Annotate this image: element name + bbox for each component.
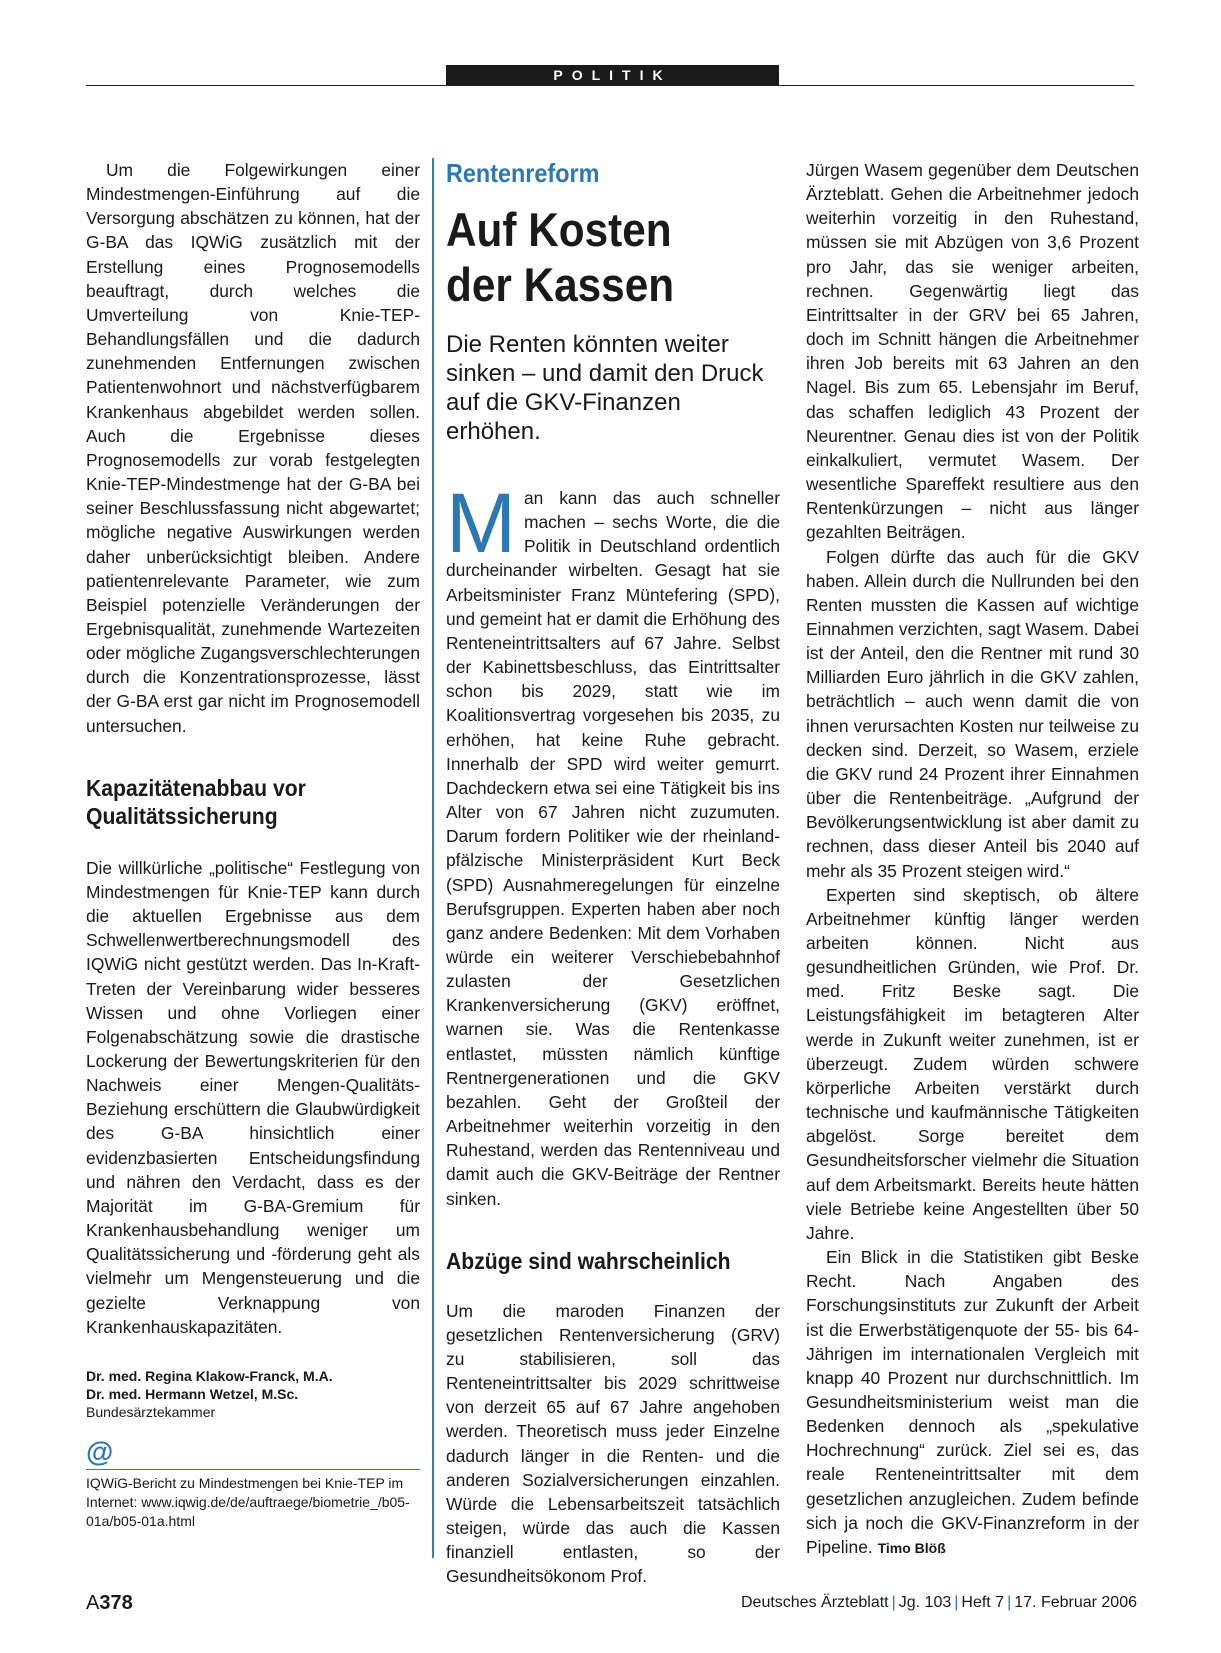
body-paragraph: Jürgen Wasem gegenüber dem Deutschen Ärzteblatt. Gehen die Arbeitnehmer jedoch weiterhin vorzeitig in den Ruhestand, müssen sie mit Abzügen von 3,6 Prozent pro Jahr, das sie weniger arbeiten, rechnen. Gegenwärtig liegt das Eintrittsalter in der GRV bei 65 Jahren, doch im Schnitt hängen die Arbeitnehmer ihren Job bereits mit 63 Jahren an den Nagel. Bis zum 65. Lebensjahr im Beruf, das schaffen lediglich 43 Prozent der Neurentner. Genau dies ist von der Politik einkalkuliert, vermutet Wasem. Der wesentliche Spareffekt resultiere aus den Rentenkürzungen – nicht aus länger gezahlten Beiträgen. bbox=[806, 160, 1139, 543]
at-sign-icon: @ bbox=[86, 1435, 114, 1467]
page-number-value: 378 bbox=[99, 1592, 133, 1614]
web-reference[interactable]: IQWiG-Bericht zu Mindestmengen bei Knie-TEP im Internet: www.iqwig.de/de/auftraege/biometrie_/b05-01a/b05-01a.html bbox=[86, 1474, 410, 1529]
body-paragraph: Folgen dürfte das auch für die GKV haben. Allein durch die Nullrunden bei den Renten mussten die Kassen auf wichtige Einnahmen verzichten, sagt Wasem. Dabei ist der Anteil, den die Rentner mit rund 30 Milliarden Euro jährlich in die GKV zahlen, beträchtlich – auch wenn damit die von ihnen verursachten Kosten nur teilweise zu decken sind. Derzeit, so Wasem, erziele die GKV rund 24 Prozent ihrer Einnahmen über die Rentenbeiträge. „Aufgrund der Bevölkerungsentwicklung ist aber damit zu rechnen, dass dieser Anteil bis 2040 auf mehr als 35 Prozent steigen wird.“ bbox=[806, 546, 1139, 881]
drop-cap: M bbox=[446, 476, 516, 570]
journal-name: Deutsches Ärzteblatt bbox=[740, 1594, 889, 1611]
article-deck: Die Renten könnten weiter sinken – und damit den Druck auf die GKV-Finanzen erhöhen. bbox=[446, 331, 764, 445]
body-paragraph: Um die maroden Finanzen der gesetzlichen Rentenversicherung (GRV) zu stabilisieren, soll das Renteneintrittsalter bis 2029 schrittweise von derzeit 65 auf 67 Jahre angehoben werden. Theoretisch muss jeder Einzelne dadurch länger in die Renten- und die anderen Sozialversicherungen einzahlen. Würde die Lebensarbeitszeit tatsächlich steigen, würde das auch die Kassen finanziell entlasten, so der Gesundheitsökonom Prof. bbox=[446, 1300, 780, 1587]
body-paragraph: an kann das auch schneller machen – sechs Worte, die die Politik in Deutschland ordentlich durcheinander wirbelten. Gesagt hat sie Arbeitsminister Franz Müntefering (SPD), und gemeint hat er damit die Erhöhung des Renteneintrittsalters auf 67 Jahre. Selbst der Kabinettsbeschluss, das Eintrittsalter schon bis 2029, statt wie im Koalitionsvertrag vorgesehen bis 2035, zu erhöhen, hat keine Ruhe gebracht. Innerhalb der SPD wird weiter gemurrt. Dachdeckern etwa sei eine Tätigkeit bis ins Alter von 67 Jahren nicht zuzumuten. Darum fordern Politiker wie der rheinland-pfälzische Ministerpräsident Kurt Beck (SPD) Ausnahmeregelungen für einzelne Berufsgruppen. Experten haben aber noch ganz andere Bedenken: Mit dem Vorhaben würde ein weiterer Verschiebebahnhof zulasten der Gesetzlichen Krankenversicherung (GKV) eröffnet, warnen sie. Was die Rentenkasse entlastet, müssten nämlich künftige Rentnergenerationen und die GKV bezahlen. Geht der Großteil der Arbeitnehmer weiterhin vorzeitig in den Ruhestand, werden das Rentenniveau und damit auch die GKV-Beiträge der Rentner sinken. bbox=[446, 488, 780, 1209]
article-headline: Auf Kosten der Kassen bbox=[446, 203, 675, 311]
footer-publication: Deutsches Ärzteblatt | Jg. 103 | Heft 7 | 17. Februar 2006 bbox=[740, 1594, 1137, 1611]
column-left bbox=[86, 158, 420, 1531]
link-divider bbox=[86, 1469, 420, 1470]
author-name: Dr. med. Hermann Wetzel, M.Sc. bbox=[86, 1385, 299, 1402]
journal-date: 17. Februar 2006 bbox=[1014, 1594, 1137, 1611]
paragraph-text: Ein Blick in die Statistiken gibt Beske Recht. Nach Angaben des Forschungsinstituts zur Zukunft der Arbeit ist die Erwerbstätigenquote der 55- bis 64-Jährigen im internationalen Vergleich mit knapp 40 Prozent nur durchschnittlich. Im Gesundheitsministerium weist man die Bedenken dennoch als „spekulative Hochrechnung“ zurück. Ziel sei es, das reale Renteneintrittsalter mit dem gesetzlichen anzugleichen. Zudem befinde sich ja noch die GKV-Finanzreform in der Pipeline. bbox=[806, 1247, 1139, 1557]
subheading: Abzüge sind wahrscheinlich bbox=[446, 1247, 731, 1274]
page-number bbox=[86, 1592, 133, 1615]
column-divider bbox=[432, 158, 434, 1558]
header-rule bbox=[86, 85, 1134, 86]
page-prefix: A bbox=[86, 1592, 100, 1614]
body-paragraph bbox=[806, 1245, 1139, 1560]
body-paragraph: Die willkürliche „politische“ Festlegung von Mindestmengen für Knie-TEP kann durch die aktuellen Ergebnisse aus dem Schwellenwertberechnungsmodell des IQWiG nicht gestützt werden. Das In-Kraft-Treten der Vereinbarung wider besseres Wissen und ohne Vorliegen einer Folgenabschätzung sowie die drastische Lockerung der Bewertungskriterien für den Nachweis einer Mengen-Qualitäts-Beziehung erschüttern die Glaubwürdigkeit des G-BA hinsichtlich einer evidenzbasierten Entscheidungsfindung und nähren den Verdacht, dass es der Majorität im G-BA-Gremium für Krankenhausbehandlung weniger um Qualitätssicherung und -förderung geht als vielmehr um Mengensteuerung und die gezielte Verknappung von Krankenhauskapazitäten. bbox=[86, 857, 420, 1337]
column-middle bbox=[446, 158, 780, 1589]
author-organization: Bundesärztekammer bbox=[86, 1403, 216, 1420]
journal-issue: Heft 7 bbox=[961, 1594, 1005, 1611]
subheading: Kapazitätenabbau vor Qualitätssicherung bbox=[86, 774, 306, 829]
lead-paragraph bbox=[446, 476, 780, 1211]
author-block bbox=[86, 1367, 420, 1421]
section-label: POLITIK bbox=[446, 65, 779, 86]
article-kicker: Rentenreform bbox=[446, 158, 600, 188]
author-name: Dr. med. Regina Klakow-Franck, M.A. bbox=[86, 1367, 333, 1384]
article-author: Timo Blöß bbox=[877, 1539, 946, 1556]
journal-volume: Jg. 103 bbox=[898, 1594, 952, 1611]
body-paragraph: Experten sind skeptisch, ob ältere Arbeitnehmer künftig länger werden arbeiten können. Nicht aus gesundheitlichen Gründen, wie Prof. Dr. med. Fritz Beske sagt. Die Leistungsfähigkeit im betagteren Alter werde in Zukunft weiter zunehmen, ist er überzeugt. Zudem würden schwere körperliche Arbeiten verstärkt durch technische und kaufmännische Tätigkeiten abgelöst. Sorge bereitet dem Gesundheitsforscher vielmehr die Situation auf dem Arbeitsmarkt. Bereits heute hätten viele Betriebe keine Angestellten über 50 Jahre. bbox=[806, 884, 1139, 1243]
column-right bbox=[806, 158, 1139, 1560]
body-paragraph: Um die Folgewirkungen einer Mindestmengen-Einführung auf die Versorgung abschätzen zu können, hat der G-BA das IQWiG zusätzlich mit der Erstellung eines Prognosemodells beauftragt, durch welches die Umverteilung von Knie-TEP-Behandlungsfällen und die dadurch zunehmenden Entfernungen zwischen Patientenwohnort und nächstverfügbarem Krankenhaus abgebildet werden sollen. Auch die Ergebnisse dieses Prognosemodells zur vorab festgelegten Knie-TEP-Mindestmenge hat der G-BA bei seiner Beschlussfassung nicht abgewartet; mögliche negative Auswirkungen werden daher unberücksichtigt bleiben. Andere patientenrelevante Parameter, wie zum Beispiel potenzielle Veränderungen der Ergebnisqualität, zunehmende Wartezeiten oder mögliche Zugangsverschlechterungen durch die Konzentrationsprozesse, lässt der G-BA erst gar nicht im Prognosemodell untersuchen. bbox=[86, 160, 420, 736]
